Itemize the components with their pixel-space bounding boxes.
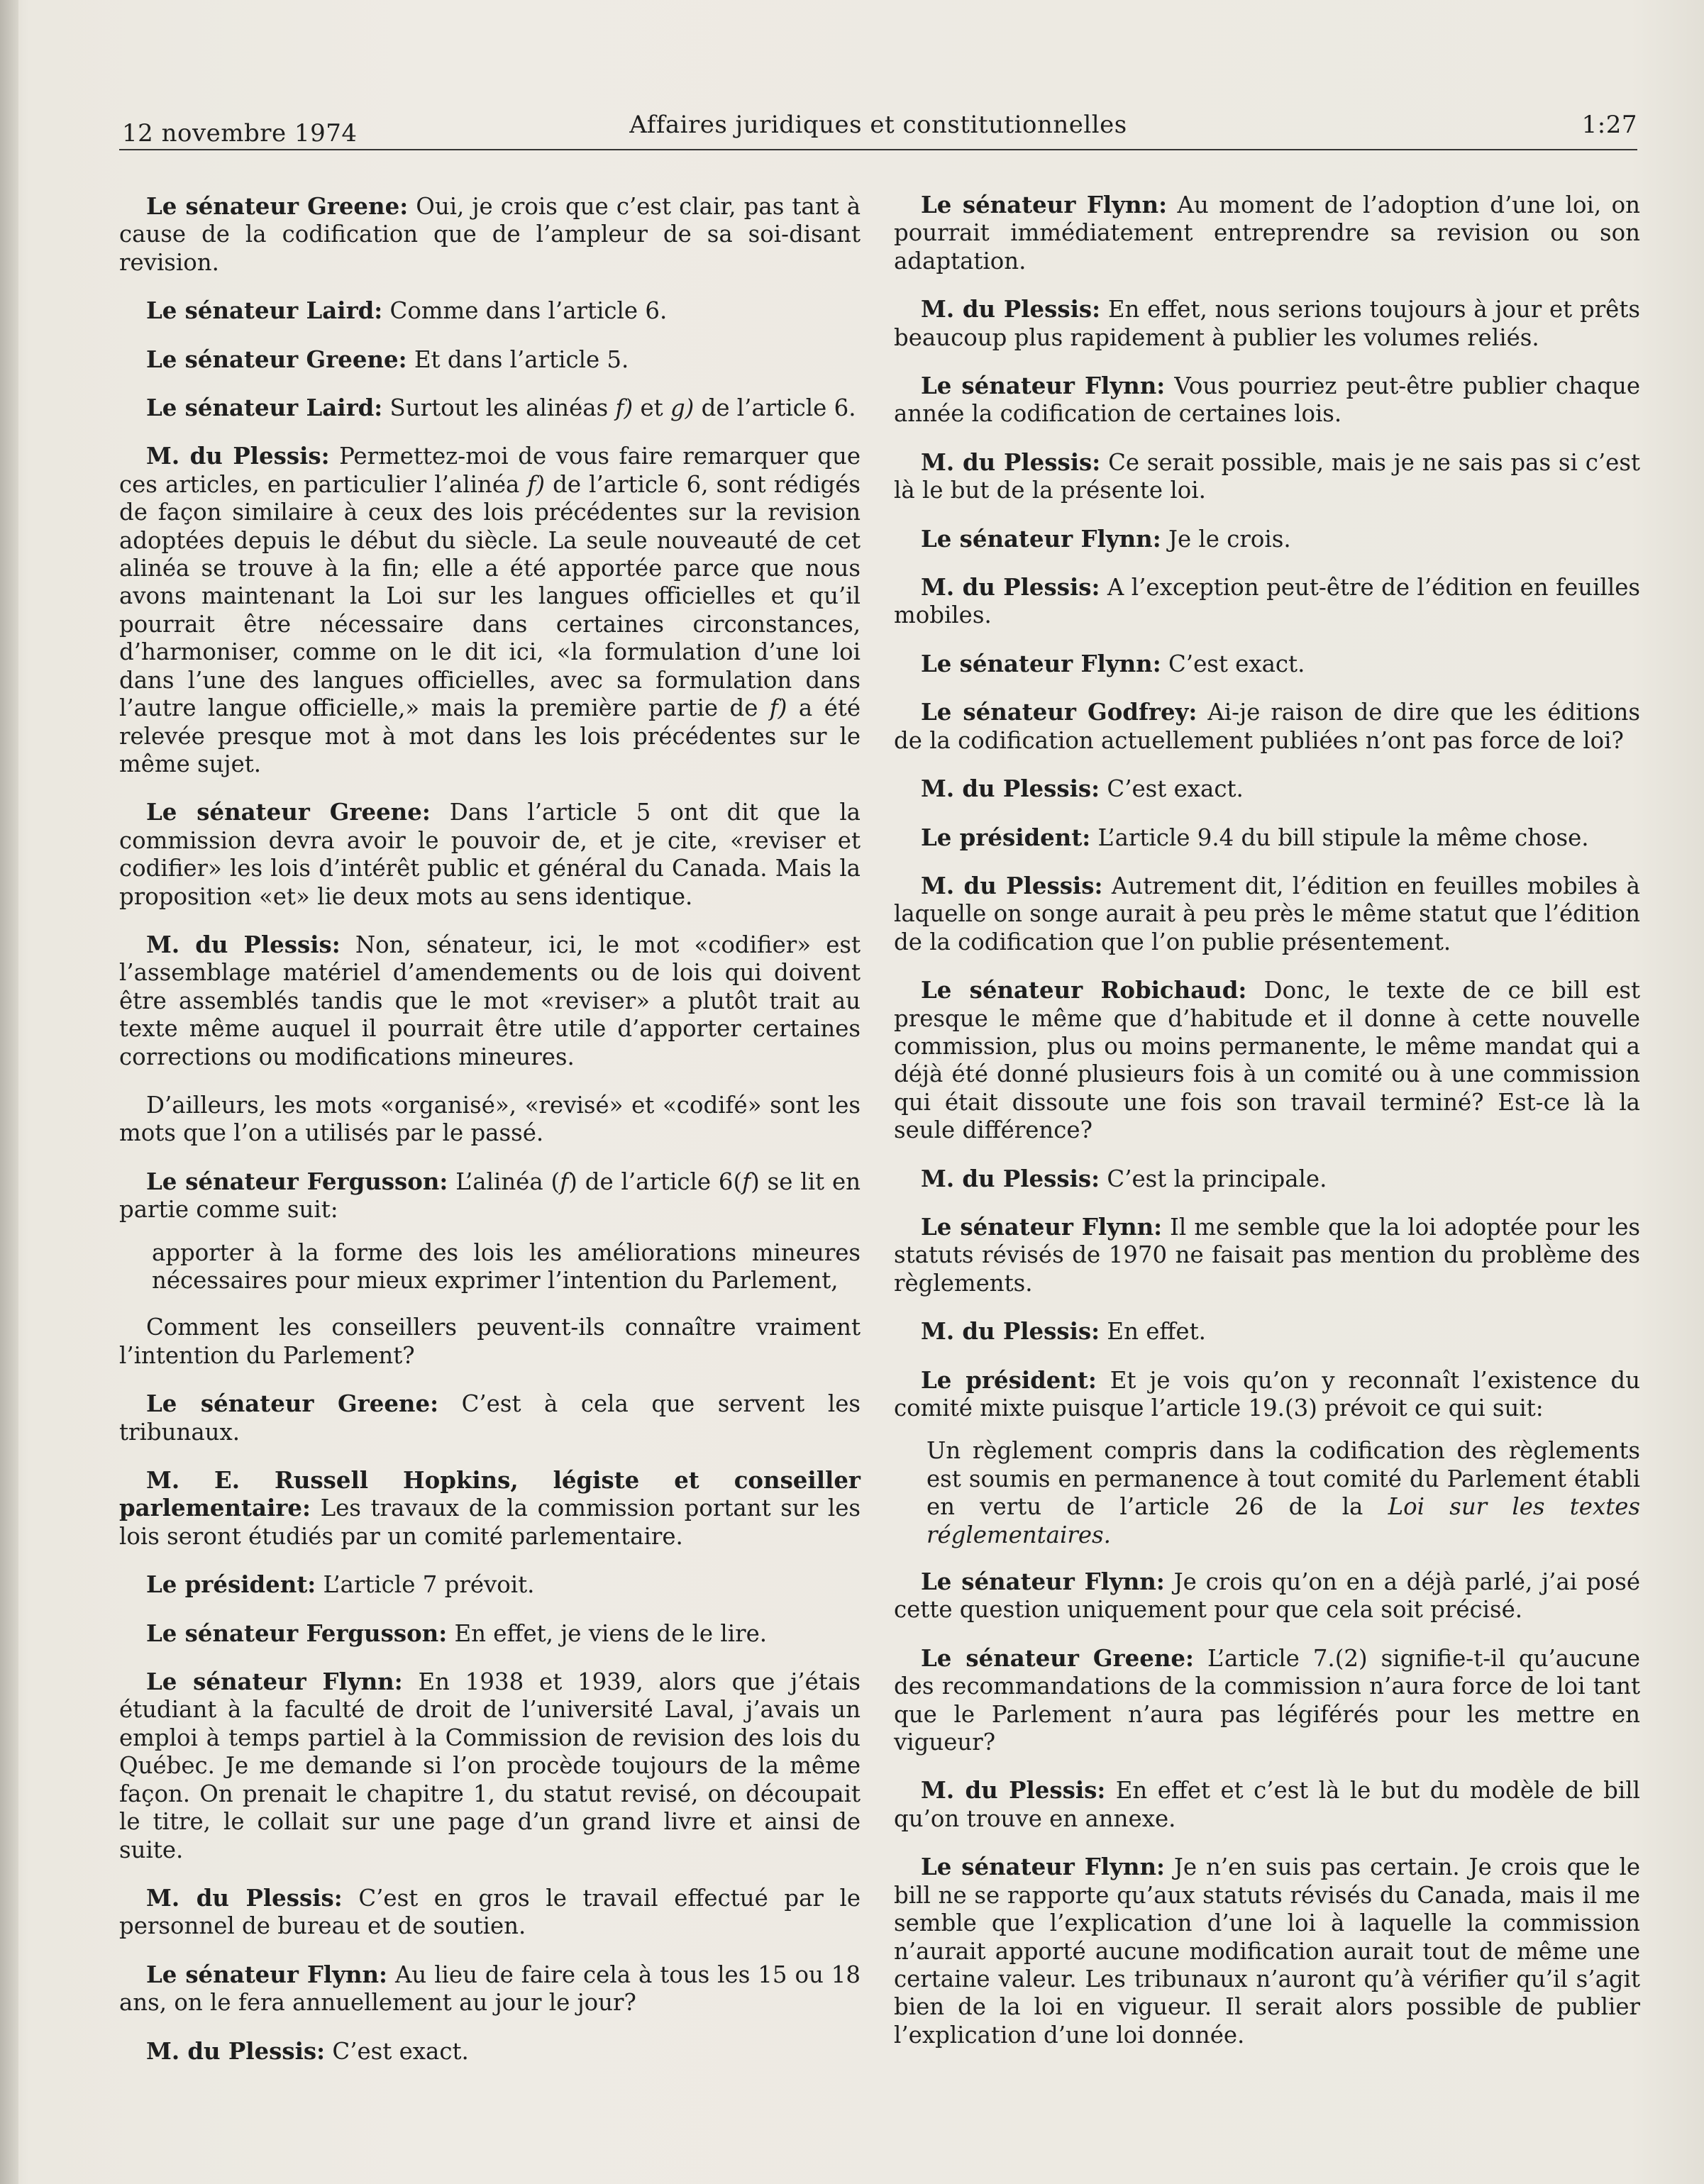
speech-text: Je n’en suis pas certain. Je crois que le bill ne se rapporte qu’aux statuts révisés du Canada, mais il me semble que l’explication d’une loi à laquelle la commission n’aurait apporté aucune modification aurait tout de même une certaine valeur. Les tribunaux n’auront qu’à vérifier qu’il s’agit bien de la loi en vigueur. Il serait alors possible de publier l’explication d’une loi donnée. xyxy=(894,1853,1641,2049)
paragraph xyxy=(894,650,1640,678)
speech-text: a été relevée presque mot à mot dans les lois précédentes sur le même sujet. xyxy=(119,694,861,777)
speech-text: C’est à cela que servent les tribunaux. xyxy=(119,1390,861,1446)
italic-ref: g) xyxy=(670,394,695,422)
speech-text: En effet et c’est là le but du modèle de bill qu’on trouve en annexe. xyxy=(894,1777,1640,1832)
paragraph xyxy=(894,1777,1640,1833)
italic-ref: f) xyxy=(527,470,546,498)
speaker-name: M. E. Russell Hopkins, légiste et conseiller parlementaire: xyxy=(119,1467,861,1522)
paragraph xyxy=(894,775,1640,803)
speaker-name: Le sénateur Fergusson: xyxy=(146,1168,448,1195)
speech-text: de l’article 6, sont rédigés de façon similaire à ceux des lois précédentes sur la revision adoptées depuis le début du siècle. La seule nouveauté de cet alinéa se trouve à la fin; elle a été apportée parce que nous avons maintenant la Loi sur les langues officielles et qu’il pourrait être nécessaire dans certaines circonstances, d’harmoniser, comme on le dit ici, «la formulation d’une loi dans l’une des langues officielles, avec sa formulation dans l’autre langue officielle,» mais la première partie de xyxy=(119,470,861,722)
speech-text: de l’article 6. xyxy=(701,394,856,422)
paragraph xyxy=(894,192,1640,275)
speaker-name: Le sénateur Flynn: xyxy=(921,1568,1165,1596)
speech-text: Au moment de l’adoption d’une loi, on pourrait immédiatement entreprendre sa revision ou son adaptation. xyxy=(894,192,1640,275)
left-column xyxy=(119,193,861,2086)
speech-text: ) se lit en partie comme suit: xyxy=(119,1168,861,1224)
paragraph xyxy=(119,799,861,911)
italic-ref: f) xyxy=(769,694,787,722)
paragraph xyxy=(894,372,1640,428)
paragraph xyxy=(119,1571,861,1599)
page-number: 1:27 xyxy=(1581,111,1637,139)
speaker-name: M. du Plessis: xyxy=(146,443,330,470)
paragraph xyxy=(894,1568,1640,1624)
italic-ref: f) xyxy=(615,394,634,422)
paragraph xyxy=(894,1214,1640,1297)
block-quote xyxy=(894,1437,1640,1549)
speaker-name: M. du Plessis: xyxy=(921,1318,1100,1346)
speech-text: En effet, nous serions toujours à jour et prêts beaucoup plus rapidement à publier les volumes reliés. xyxy=(894,296,1640,351)
speech-text: A l’exception peut-être de l’édition en feuilles mobiles. xyxy=(894,574,1640,629)
speech-text: Ce serait possible, mais je ne sais pas si c’est là le but de la présente loi. xyxy=(894,448,1640,504)
speaker-name: Le sénateur Flynn: xyxy=(146,1961,388,1988)
speech-text: Je le crois. xyxy=(1168,525,1291,553)
speaker-name: Le sénateur Laird: xyxy=(146,394,383,422)
speech-text: Dans l’article 5 ont dit que la commission devra avoir le pouvoir de, et je cite, «reviser et codifier» les lois d’intérêt public et général du Canada. Mais la proposition «et» lie deux mots au sens identique. xyxy=(119,799,861,910)
paragraph xyxy=(894,824,1640,852)
speech-text: C’est exact. xyxy=(1107,775,1244,803)
speech-text: Oui, je crois que c’est clair, pas tant à cause de la codification que de l’ampleur de sa soi-disant revision. xyxy=(119,193,861,276)
speaker-name: Le sénateur Laird: xyxy=(146,297,383,325)
speech-text: Et je vois qu’on y reconnaît l’existence du comité mixte puisque l’article 19.(3) prévoit ce qui suit: xyxy=(894,1366,1640,1421)
speech-text: En effet. xyxy=(1107,1318,1206,1346)
speaker-name: M. du Plessis: xyxy=(921,872,1103,899)
speech-text: En 1938 et 1939, alors que j’étais étudiant à la faculté de droit de l’université Laval, j’avais un emploi à temps partiel à la Commission de revision des lois du Québec. Je me demande si l’on procède toujours de la même façon. On prenait le chapitre 1, du statut revisé, on découpait le titre, le collait sur une page d’un grand livre et ainsi de suite. xyxy=(119,1668,861,1863)
paragraph xyxy=(119,1885,861,1941)
header-title: Affaires juridiques et constitutionnelles xyxy=(629,111,1127,139)
quote-text: Un règlement compris dans la codification des règlements est soumis en permanence à tout comité du Parlement établi en vertu de l’article 26 de la xyxy=(926,1437,1640,1521)
speaker-name: M. du Plessis: xyxy=(921,574,1100,602)
right-column xyxy=(894,192,1640,2070)
speaker-name: Le président: xyxy=(921,824,1091,851)
speaker-name: Le sénateur Flynn: xyxy=(146,1668,403,1696)
paragraph xyxy=(894,1165,1640,1193)
quote-text: apporter à la forme des lois les améliorations mineures nécessaires pour mieux exprimer l’intention du Parlement, xyxy=(152,1238,861,1294)
speech-text: et xyxy=(640,394,663,422)
paragraph xyxy=(119,931,861,1071)
paragraph xyxy=(119,1168,861,1224)
speaker-name: M. du Plessis: xyxy=(921,1165,1100,1192)
paragraph xyxy=(894,526,1640,553)
paragraph xyxy=(894,977,1640,1144)
speech-text: Vous pourriez peut-être publier chaque année la codification de certaines lois. xyxy=(894,372,1640,428)
paragraph xyxy=(119,1467,861,1551)
speech-text: L’article 7.(2) signifie-t-il qu’aucune des recommandations de la commission n’aura force de loi tant que le Parlement n’aura pas légiférés pour les mettre en vigueur? xyxy=(894,1644,1641,1756)
speech-text: C’est exact. xyxy=(332,2037,469,2065)
speech-text: Les travaux de la commission portant sur les lois seront étudiés par un comité parlementaire. xyxy=(119,1495,861,1550)
italic-ref: f xyxy=(560,1168,569,1195)
running-header xyxy=(119,106,1637,148)
speech-text: C’est en gros le travail effectué par le personnel de bureau et de soutien. xyxy=(119,1884,861,1940)
paragraph xyxy=(894,1367,1640,1423)
speech-text: C’est la principale. xyxy=(1107,1165,1327,1192)
italic-ref: Loi sur les textes réglementaires. xyxy=(926,1493,1641,1548)
paragraph xyxy=(119,394,861,422)
paragraph xyxy=(119,297,861,325)
speaker-name: Le sénateur Flynn: xyxy=(921,1213,1163,1241)
paragraph xyxy=(119,1314,861,1370)
header-date: 12 novembre 1974 xyxy=(122,119,358,148)
speaker-name: Le président: xyxy=(921,1366,1097,1394)
speaker-name: Le sénateur Flynn: xyxy=(921,650,1161,677)
speaker-name: Le président: xyxy=(146,1571,316,1599)
speech-text: ) de l’article 6( xyxy=(568,1168,743,1195)
speech-text: L’alinéa ( xyxy=(455,1168,560,1195)
speech-text: Comme dans l’article 6. xyxy=(389,297,668,325)
paragraph xyxy=(119,193,861,277)
speaker-name: Le sénateur Greene: xyxy=(146,799,431,826)
speech-text: En effet, je viens de le lire. xyxy=(454,1619,768,1647)
paragraph xyxy=(894,1318,1640,1346)
paragraph xyxy=(894,574,1640,630)
speaker-name: Le sénateur Godfrey: xyxy=(921,699,1197,726)
speaker-name: Le sénateur Flynn: xyxy=(921,372,1166,400)
speaker-name: M. du Plessis: xyxy=(921,296,1101,323)
paragraph xyxy=(119,346,861,374)
paragraph xyxy=(119,1620,861,1648)
paragraph xyxy=(119,2038,861,2066)
italic-ref: f xyxy=(742,1168,751,1195)
speech-text: Non, sénateur, ici, le mot «codifier» est l’assemblage matériel d’amendements ou de lois qui doivent être assemblés tandis que le mot «reviser» a plutôt trait au texte même auquel il pourrait être utile d’apporter certaines corrections ou modifications mineures. xyxy=(119,931,861,1070)
speech-text: Donc, le texte de ce bill est presque le même que d’habitude et il donne à cette nouvelle commission, plus ou moins permanente, le même mandat qui a déjà été donné plusieurs fois à un comité ou à une commission qui était dissoute une fois son travail terminé? Est-ce là la seule différence? xyxy=(894,977,1641,1144)
speaker-name: Le sénateur Greene: xyxy=(146,345,407,373)
speaker-name: Le sénateur Greene: xyxy=(146,193,409,220)
speaker-name: Le sénateur Flynn: xyxy=(921,525,1161,553)
paragraph xyxy=(119,1668,861,1864)
speaker-name: Le sénateur Flynn: xyxy=(921,192,1168,218)
paragraph xyxy=(119,1390,861,1446)
speech-text: Et dans l’article 5. xyxy=(414,345,629,373)
binding-edge xyxy=(0,0,18,2184)
speaker-name: M. du Plessis: xyxy=(146,931,341,958)
block-quote xyxy=(119,1239,861,1295)
speaker-name: Le sénateur Robichaud: xyxy=(921,977,1247,1004)
speaker-name: Le sénateur Fergusson: xyxy=(146,1619,448,1647)
speaker-name: Le sénateur Flynn: xyxy=(921,1853,1165,1881)
speech-text: Surtout les alinéas xyxy=(389,394,609,422)
speaker-name: Le sénateur Greene: xyxy=(921,1644,1194,1672)
speaker-name: M. du Plessis: xyxy=(921,448,1101,476)
speech-text: D’ailleurs, les mots «organisé», «revisé» et «codifé» sont les mots que l’on a utilisés par le passé. xyxy=(119,1091,861,1147)
paragraph xyxy=(894,449,1640,505)
paragraph xyxy=(894,296,1640,352)
speaker-name: M. du Plessis: xyxy=(146,1884,343,1912)
speech-text: Autrement dit, l’édition en feuilles mobiles à laquelle on songe aurait à peu près le même statut que l’édition de la codification que l’on publie présentement. xyxy=(894,872,1640,955)
header-rule xyxy=(119,149,1637,150)
speech-text: Comment les conseillers peuvent-ils connaître vraiment l’intention du Parlement? xyxy=(119,1314,861,1369)
paragraph xyxy=(894,1645,1640,1757)
paragraph xyxy=(894,1853,1640,2049)
speech-text: L’article 7 prévoit. xyxy=(323,1571,535,1599)
speech-text: L’article 9.4 du bill stipule la même chose. xyxy=(1097,824,1589,851)
paragraph xyxy=(119,443,861,778)
speech-text: C’est exact. xyxy=(1168,650,1305,677)
paragraph xyxy=(894,872,1640,956)
paragraph xyxy=(894,699,1640,755)
speech-text: Il me semble que la loi adoptée pour les statuts révisés de 1970 ne faisait pas mention du problème des règlements. xyxy=(894,1213,1640,1297)
speaker-name: M. du Plessis: xyxy=(921,775,1100,803)
speaker-name: M. du Plessis: xyxy=(921,1777,1106,1805)
speech-text: Au lieu de faire cela à tous les 15 ou 18 ans, on le fera annuellement au jour le jour? xyxy=(119,1961,861,2017)
paragraph xyxy=(119,1961,861,2017)
speech-text: Ai-je raison de dire que les éditions de la codification actuellement publiées n’ont pas force de loi? xyxy=(894,699,1640,754)
paragraph xyxy=(119,1092,861,1148)
speaker-name: Le sénateur Greene: xyxy=(146,1390,439,1418)
speaker-name: M. du Plessis: xyxy=(146,2037,326,2065)
speech-text: Je crois qu’on en a déjà parlé, j’ai posé cette question uniquement pour que cela soit précisé. xyxy=(894,1568,1640,1624)
speech-text: Permettez-moi de vous faire remarquer que ces articles, en particulier l’alinéa xyxy=(119,443,861,498)
